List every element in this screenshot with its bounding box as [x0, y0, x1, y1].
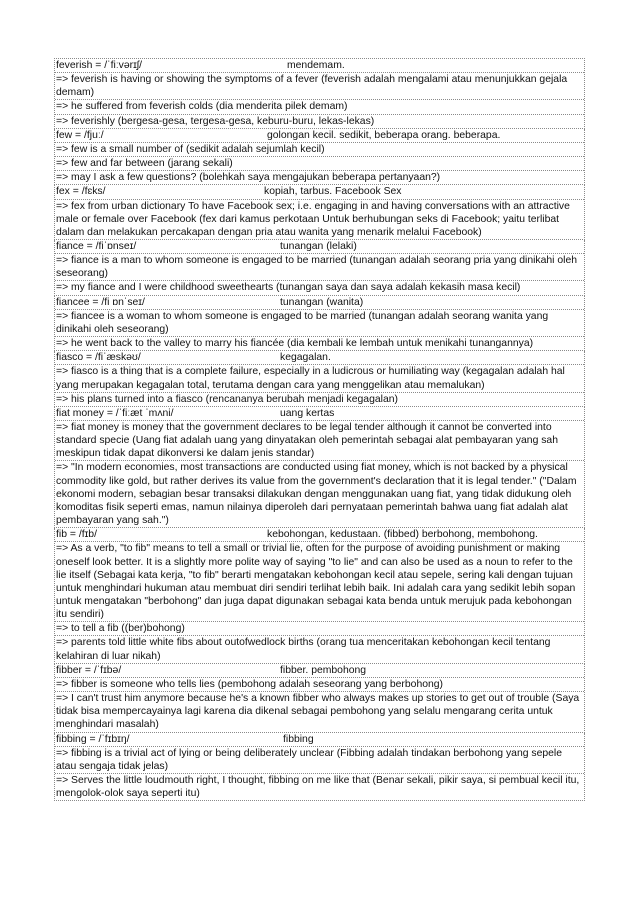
headword: fiancee = /fi ɒnˈseɪ/ [56, 296, 145, 308]
definition-line: => to tell a fib ((ber)bohong) [55, 621, 584, 635]
dictionary-entry [54, 185, 585, 240]
gloss: uang kertas [280, 407, 335, 419]
definition-line: => my fiance and I were childhood sweethearts (tunangan saya dan saya adalah kekasih masa kecil) [55, 280, 584, 294]
headword: fiasco = /fiˈæskəʊ/ [56, 352, 141, 364]
gloss: tunangan (wanita) [280, 296, 364, 308]
definition-line: => fiat money is money that the government declares to be legal tender although it cannot be converted into standard specie (Uang fiat adalah uang yang dinyatakan oleh pemerintah sebagai alat pembayaran yang sah meskipun tidak dapat dikonversi ke dalam jenis standar) [55, 420, 584, 460]
headword: feverish = /ˈfiːvərɪʃ/ [56, 60, 142, 71]
gloss: kopiah, tarbus. Facebook Sex [264, 186, 402, 198]
gloss: golongan kecil. sedikit, beberapa orang. beberapa. [267, 129, 501, 141]
definition-line: => may I ask a few questions? (bolehkah saya mengajukan beberapa pertanyaan?) [55, 170, 584, 184]
headword: fiat money = /ˈfiːæt ˈmʌni/ [56, 407, 174, 419]
definition-line: => fex from urban dictionary To have Facebook sex; i.e. engaging in and having conversations with an attractive male or female over Facebook (fex dari kamus perkotaan Untuk berhubungan seks di Facebook; yaitu terlibat dalam dan melakukan percakapan dengan pria atau wanita yang menarik melalui Facebook) [55, 199, 584, 239]
definition-line: => he went back to the valley to marry his fiancée (dia kembali ke lembah untuk menikahi tunangannya) [55, 336, 584, 350]
definition-line: => he suffered from feverish colds (dia menderita pilek demam) [55, 99, 584, 113]
entry-headline [55, 240, 584, 253]
entry-headline [55, 528, 584, 541]
dictionary-entry [54, 58, 585, 129]
gloss: tunangan (lelaki) [280, 240, 357, 252]
definition-line: => feverishly (bergesa-gesa, tergesa-gesa, keburu-buru, lekas-lekas) [55, 114, 584, 128]
dictionary-entry [54, 733, 585, 802]
entry-headline [55, 733, 584, 746]
headword: fibber = /ˈfɪbə/ [56, 664, 122, 676]
headword: fib = /fɪb/ [56, 529, 97, 541]
headword: fibbing = /ˈfɪbɪŋ/ [56, 733, 130, 745]
gloss: fibbing [283, 733, 314, 745]
definition-line: => fiancee is a woman to whom someone is engaged to be married (tunangan adalah seorang wanita yang dinikahi oleh seseorang) [55, 309, 584, 336]
dictionary-page [54, 58, 585, 801]
headword: fex = /fɛks/ [56, 186, 106, 198]
definition-line: => parents told little white fibs about outofwedlock births (orang tua menceritakan kebohongan kecil tentang kelahiran di luar nikah) [55, 635, 584, 662]
gloss: fibber. pembohong [280, 664, 367, 676]
entry-headline [55, 185, 584, 198]
dictionary-entry [54, 351, 585, 407]
definition-line: => fibber is someone who tells lies (pembohong adalah seseorang yang berbohong) [55, 677, 584, 691]
dictionary-entry [54, 407, 585, 528]
definition-line: => few and far between (jarang sekali) [55, 156, 584, 170]
dictionary-entry [54, 528, 585, 664]
definition-line: => fiance is a man to whom someone is engaged to be married (tunangan adalah seorang pria yang dinikahi oleh seseorang) [55, 253, 584, 280]
dictionary-entry [54, 296, 585, 352]
gloss: mendemam. [287, 60, 345, 71]
definition-line: => I can't trust him anymore because he's a known fibber who always makes up stories to get out of trouble (Saya tidak bisa mempercayainya lagi karena dia dikenal sebagai pembohong yang selalu mengarang cerita untuk menghindari masalah) [55, 691, 584, 731]
definition-line: => his plans turned into a fiasco (rencananya berubah menjadi kegagalan) [55, 392, 584, 406]
entry-headline [55, 351, 584, 364]
headword: fiance = /fiˈɒnseɪ/ [56, 240, 137, 252]
entry-headline [55, 296, 584, 309]
entry-headline [55, 664, 584, 677]
gloss: kebohongan, kedustaan. (fibbed) berbohong, membohong. [267, 529, 538, 541]
definition-line: => few is a small number of (sedikit adalah sejumlah kecil) [55, 142, 584, 156]
definition-line: => As a verb, "to fib" means to tell a small or trivial lie, often for the purpose of avoiding punishment or making oneself look better. It is a slightly more polite way of saying "to lie" and can also be used as a noun to refer to the lie itself (Sebagai kata kerja, "to fib" berarti mengatakan kebohongan kecil atau sepele, sering kali dengan tujuan untuk menghindari hukuman atau membuat diri sendiri terlihat lebih baik. Ini adalah cara yang sedikit lebih sopan untuk mengatakan "berbohong" dan juga dapat digunakan sebagai kata benda untuk merujuk pada kebohongan itu sendiri) [55, 541, 584, 621]
dictionary-entry [54, 129, 585, 186]
definition-line: => fibbing is a trivial act of lying or being deliberately unclear (Fibbing adalah tindakan berbohong yang sepele atau sengaja tidak jelas) [55, 746, 584, 773]
definition-line: => Serves the little loudmouth right, I thought, fibbing on me like that (Benar sekali, pikir saya, si pembual kecil itu, mengolok-olok saya seperti itu) [55, 773, 584, 800]
definition-line: => fiasco is a thing that is a complete failure, especially in a ludicrous or humiliating way (kegagalan adalah hal yang merupakan kegagalan total, terutama dengan cara yang menggelikan atau memalukan) [55, 364, 584, 391]
entry-headline [55, 407, 584, 420]
gloss: kegagalan. [280, 352, 331, 364]
entry-headline [55, 129, 584, 142]
dictionary-entry [54, 664, 585, 733]
entry-headline [55, 59, 584, 72]
definition-line: => feverish is having or showing the symptoms of a fever (feverish adalah mengalami atau menunjukkan gejala demam) [55, 72, 584, 99]
definition-line: => "In modern economies, most transactions are conducted using fiat money, which is not backed by a physical commodity like gold, but rather derives its value from the government's declaration that it is legal tender." ("Dalam ekonomi modern, sebagian besar transaksi dilakukan dengan menggunakan uang fiat, yang tidak didukung oleh komoditas fisik seperti emas, namun nilainya diperoleh dari pernyataan pemerintah bahwa uang fiat adalah alat pembayaran yang sah.") [55, 460, 584, 527]
headword: few = /fjuː/ [56, 129, 104, 141]
dictionary-entry [54, 240, 585, 296]
